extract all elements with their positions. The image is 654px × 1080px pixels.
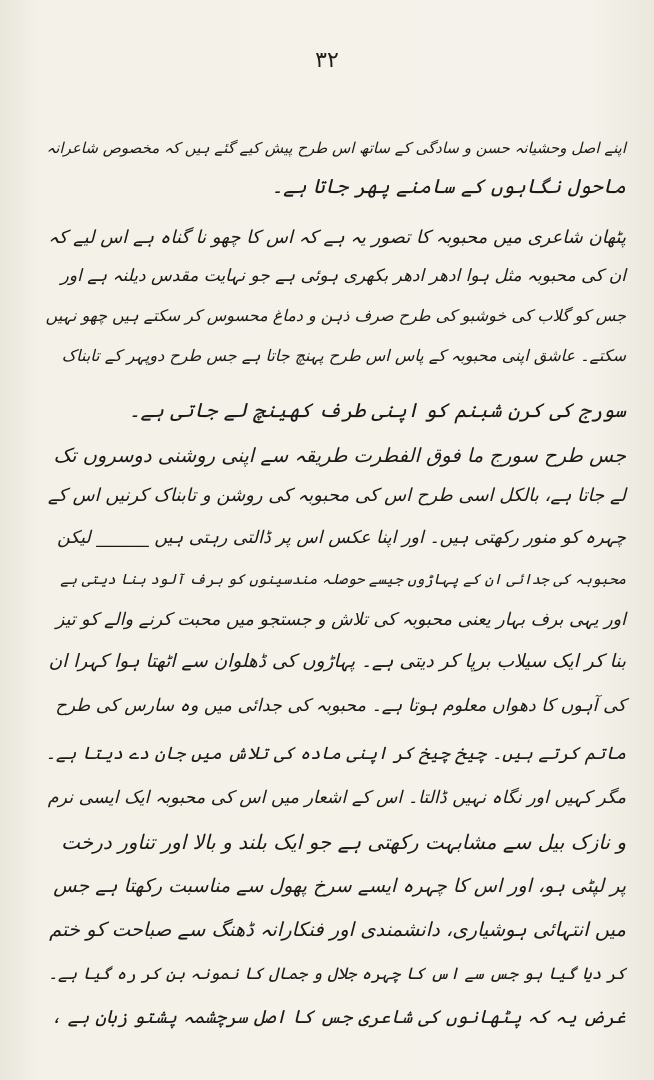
text-line: ماتم کرتے ہیں۔ چیخ چیخ کر اپنی مادہ کی تلاش میں جان دے دیتا ہے۔ [45,744,626,764]
text-line: غرض یہ کہ پٹھانوں کی شاعری جس کا اصل سرچشمہ پشتو زبان ہے ، [50,1007,626,1028]
text-line: پٹھان شاعری میں محبوبہ کا تصور یہ ہے کہ اس کا چھو نا گناہ ہے اس لیے کہ [48,227,626,248]
text-line: میں انتہائی ہوشیاری، دانشمندی اور فنکارانہ ڈھنگ سے صباحت کو ختم [49,918,626,941]
text-line: سکتے۔ عاشق اپنی محبوبہ کے پاس اس طرح پہنچ جاتا ہے جس طرح دوپہر کے تابناک [61,346,626,365]
text-line: اپنے اصل وحشیانہ حسن و سادگی کے ساتھ اس طرح پیش کیے گئے ہیں کہ مخصوص شاعرانہ [46,139,626,157]
text-line: جس طرح سورج ما فوق الفطرت طریقہ سے اپنی روشنی دوسروں تک [53,444,626,467]
text-line: محبوبہ کی جدائی ان کے پہاڑوں جیسے حوصلہ مندسینوں کو برف آلود بنا دیتی ہے [60,572,626,588]
text-line: کر دیا گیا ہو جس سے اس کا چہرہ جلال و جمال کا نمونہ بن کر رہ گیا ہے۔ [48,964,626,983]
text-line: و نازک بیل سے مشابہت رکھتی ہے جو ایک بلند و بالا اور تناور درخت [61,830,626,854]
text-line: اور یہی برف بہار یعنی محبوبہ کی تلاش و جستجو میں محبت کرنے والے کو تیز [55,610,626,630]
text-line: پر لپٹی ہو، اور اس کا چہرہ ایسے سرخ پھول سے مناسبت رکھتا ہے جس [53,875,626,897]
text-line: ماحول نگاہوں کے سامنے پھر جاتا ہے۔ [271,174,626,198]
text-line: ان کی محبوبہ مثل ہوا ادھر ادھر بکھری ہوئی ہے جو نہایت مقدس دیلنہ ہے اور [60,266,626,286]
text-line: سورج کی کرن شبنم کو اپنی طرف کھینچ لے جاتی ہے۔ [128,398,626,422]
text-line: چہرہ کو منور رکھتی ہیں۔ اور اپنا عکس اس پر ڈالتی رہتی ہیں ______ لیکن [57,528,626,548]
text-line: مگر کہیں اور نگاہ نہیں ڈالتا۔ اس کے اشعار میں اس کی محبوبہ ایک ایسی نرم [47,788,626,808]
text-line: کی آہوں کا دھواں معلوم ہوتا ہے۔ محبوبہ کی جدائی میں وہ سارس کی طرح [55,696,626,716]
page-number: ۳۲ [315,48,339,73]
text-line: بنا کر ایک سیلاب برپا کر دیتی ہے۔ پہاڑوں کی ڈھلوان سے اٹھتا ہوا کہرا ان [48,651,626,672]
text-line: لے جاتا ہے، بالکل اسی طرح اس کی محبوبہ کی روشن و تابناک کرنیں اس کے [47,485,626,506]
text-line: جس کو گلاب کی خوشبو کی طرح صرف ذہن و دماغ محسوس کر سکتے ہیں چھو نہیں [45,306,626,325]
